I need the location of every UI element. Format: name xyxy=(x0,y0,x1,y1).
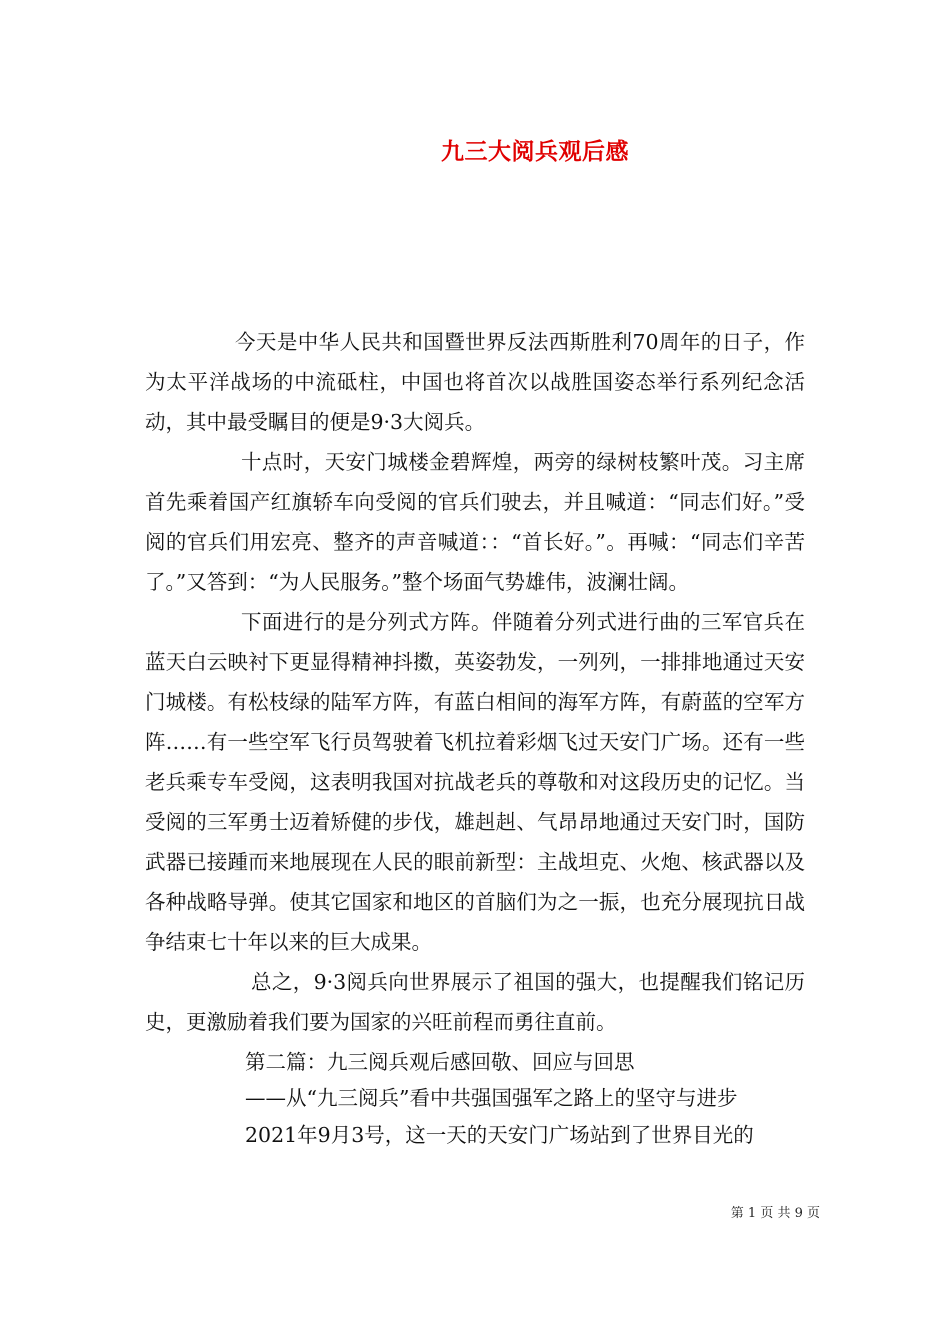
paragraph-second-article-start: 2021年9月3号，这一天的天安门广场站到了世界目光的 xyxy=(245,1123,754,1147)
page-title: 九三大阅兵观后感 xyxy=(441,138,629,165)
paragraph-conclusion: 总之，9·3阅兵向世界展示了祖国的强大，也提醒我们铭记历史，更激励着我们要为国家的兴旺前程而勇往直前。 xyxy=(145,970,805,1034)
paragraph-intro: 今天是中华人民共和国暨世界反法西斯胜利70周年的日子，作为太平洋战场的中流砥柱，中国也将首次以战胜国姿态举行系列纪念活动，其中最受瞩目的便是9·3大阅兵。 xyxy=(145,330,805,434)
section-subtitle: ——从“九三阅兵”看中共强国强军之路上的坚守与进步 xyxy=(245,1086,738,1110)
section-title: 第二篇：九三阅兵观后感回敬、回应与回思 xyxy=(245,1050,635,1074)
paragraph-parade: 下面进行的是分列式方阵。伴随着分列式进行曲的三军官兵在蓝天白云映衬下更显得精神抖擞，英姿勃发，一列列，一排排地通过天安门城楼。有松枝绿的陆军方阵，有蓝白相间的海军方阵，有蔚蓝的空军方阵……有一些空军飞行员驾驶着飞机拉着彩烟飞过天安门广场。还有一些老兵乘专车受阅，这表明我国对抗战老兵的尊敬和对这段历史的记忆。当受阅的三军勇士迈着矫健的步伐，雄赳赳、气昂昂地通过天安门时，国防武器已接踵而来地展现在人民的眼前新型：主战坦克、火炮、核武器以及各种战略导弹。使其它国家和地区的首脑们为之一振，也充分展现抗日战争结束七十年以来的巨大成果。 xyxy=(145,610,805,954)
paragraph-greeting: 十点时，天安门城楼金碧辉煌，两旁的绿树枝繁叶茂。习主席首先乘着国产红旗轿车向受阅的官兵们驶去，并且喊道：“同志们好。”受阅的官兵们用宏亮、整齐的声音喊道：：“首长好。”。再喊：“同志们辛苦了。”又答到：“为人民服务。”整个场面气势雄伟，波澜壮阔。 xyxy=(145,450,805,594)
document-body xyxy=(145,322,805,1154)
page-number-footer: 第 1 页 共 9 页 xyxy=(730,1206,820,1221)
